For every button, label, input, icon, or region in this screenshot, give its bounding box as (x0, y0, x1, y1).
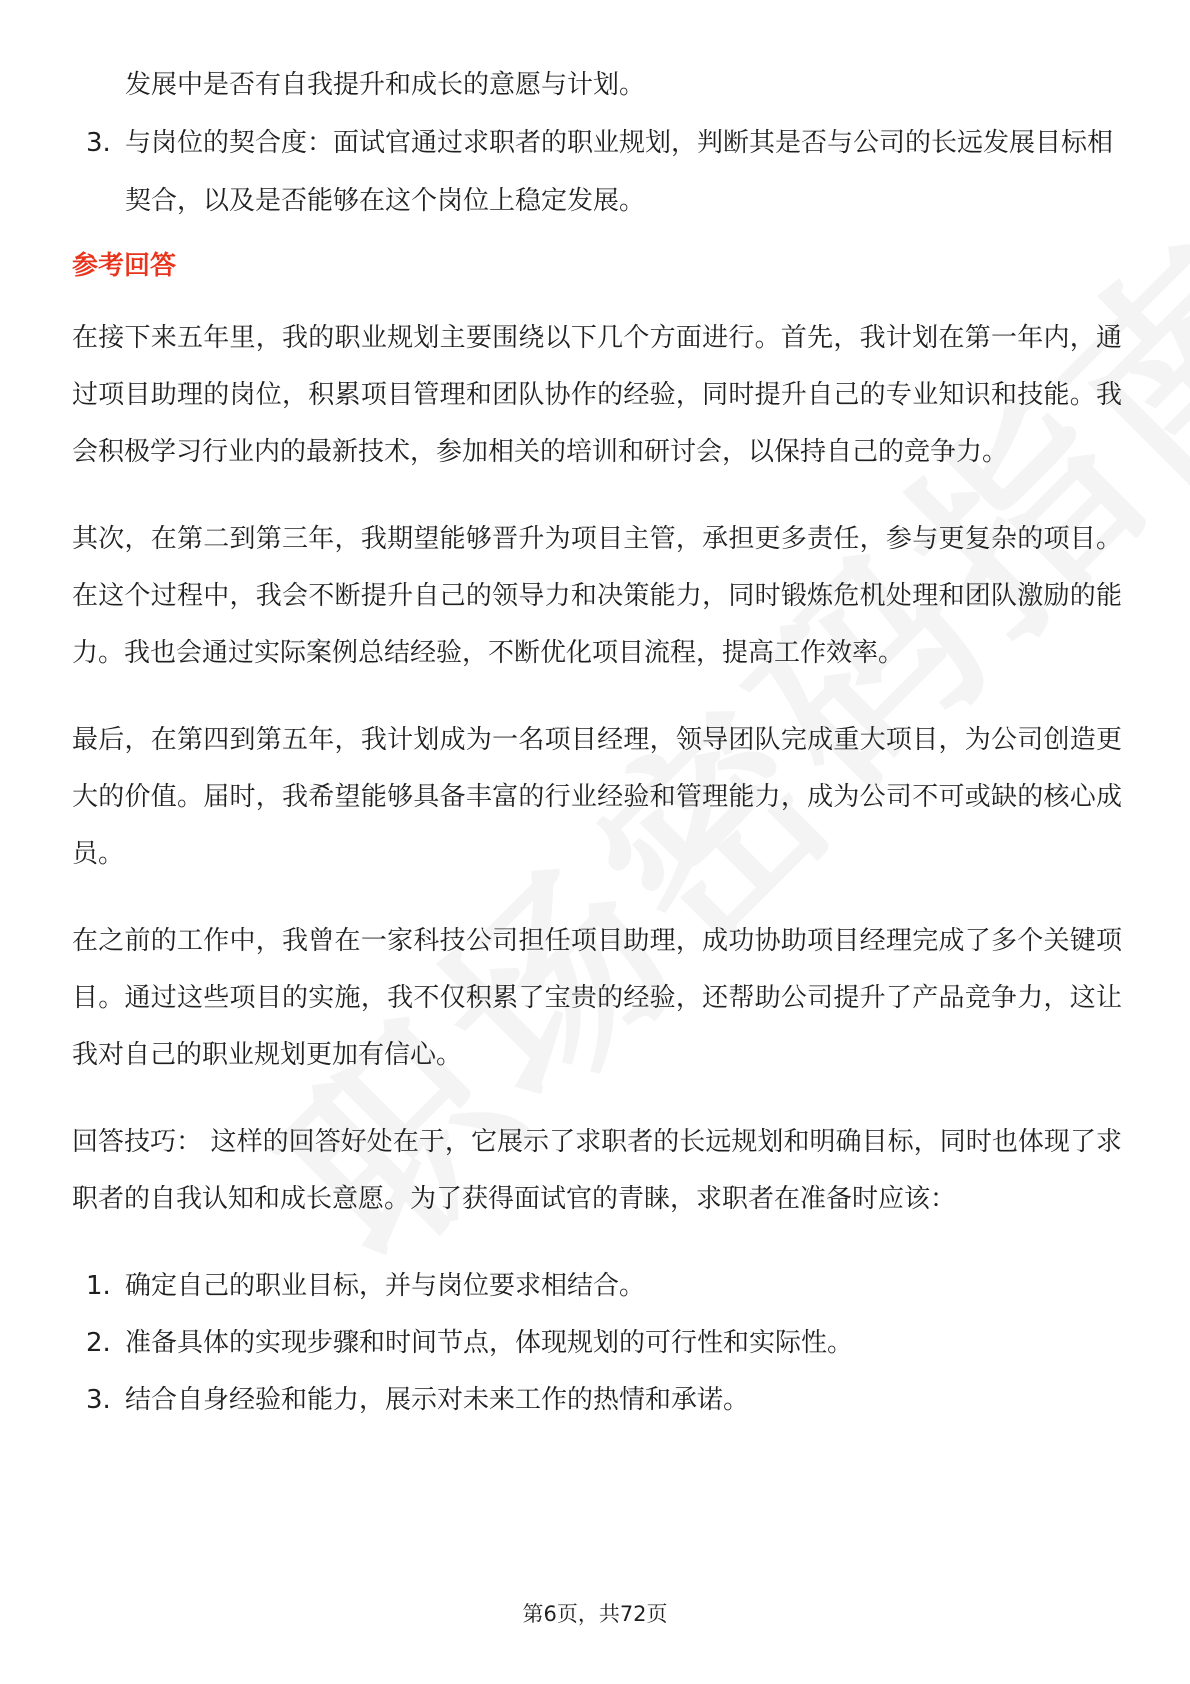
tips-item-3 (72, 1372, 1122, 1429)
tips-item-2 (72, 1315, 1122, 1372)
criteria-item-2-continuation: 发展中是否有自我提升和成长的意愿与计划。 (125, 70, 646, 100)
list-number: 3. (86, 128, 111, 158)
criteria-item-3 (72, 114, 1122, 230)
answer-tips-paragraph: 回答技巧： 这样的回答好处在于，它展示了求职者的长远规划和明确目标，同时也体现了求职者的自我认知和成长意愿。为了获得面试官的青睐，求职者在准备时应该： (72, 1127, 1122, 1214)
tips-item-text: 结合自身经验和能力，展示对未来工作的热情和承诺。 (125, 1385, 750, 1415)
criteria-item-text: 与岗位的契合度：面试官通过求职者的职业规划，判断其是否与公司的长远发展目标相契合，以及是否能够在这个岗位上稳定发展。 (125, 128, 1114, 216)
list-number: 2. (86, 1328, 111, 1358)
list-number: 3. (86, 1385, 111, 1415)
answer-paragraph-3: 最后，在第四到第五年，我计划成为一名项目经理，领导团队完成重大项目，为公司创造更大的价值。届时，我希望能够具备丰富的行业经验和管理能力，成为公司不可或缺的核心成员。 (72, 725, 1122, 869)
answer-paragraph-1: 在接下来五年里，我的职业规划主要围绕以下几个方面进行。首先，我计划在第一年内，通过项目助理的岗位，积累项目管理和团队协作的经验，同时提升自己的专业知识和技能。我会积极学习行业内的最新技术，参加相关的培训和研讨会，以保持自己的竞争力。 (72, 323, 1122, 467)
page-content (72, 56, 1122, 1429)
tips-item-text: 准备具体的实现步骤和时间节点，体现规划的可行性和实际性。 (125, 1328, 854, 1358)
page-footer: 第6页，共72页 (522, 1602, 668, 1626)
tips-item-1 (72, 1258, 1122, 1315)
criteria-list (72, 114, 1122, 230)
tips-list (72, 1258, 1122, 1429)
reference-answer-heading: 参考回答 (72, 251, 177, 281)
list-number: 1. (86, 1271, 111, 1301)
answer-paragraph-2: 其次，在第二到第三年，我期望能够晋升为项目主管，承担更多责任，参与更复杂的项目。在这个过程中，我会不断提升自己的领导力和决策能力，同时锻炼危机处理和团队激励的能力。我也会通过实际案例总结经验，不断优化项目流程，提高工作效率。 (72, 524, 1122, 668)
tips-item-text: 确定自己的职业目标，并与岗位要求相结合。 (125, 1271, 646, 1301)
answer-paragraph-4: 在之前的工作中，我曾在一家科技公司担任项目助理，成功协助项目经理完成了多个关键项目。通过这些项目的实施，我不仅积累了宝贵的经验，还帮助公司提升了产品竞争力，这让我对自己的职业规划更加有信心。 (72, 926, 1122, 1070)
